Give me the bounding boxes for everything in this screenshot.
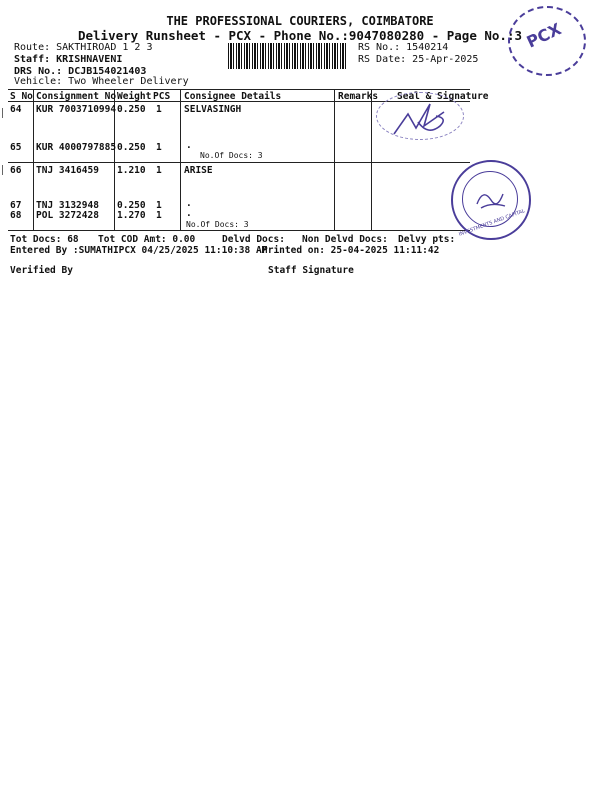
table-row-weight: 0.250: [117, 142, 146, 153]
col-remarks: Remarks: [338, 91, 379, 102]
table-row-consignee: ARISE: [184, 165, 213, 176]
entered-by: Entered By :SUMATHIPCX 04/25/2025 11:10:38 AM: [10, 245, 268, 256]
delivered-docs: Delvd Docs:: [222, 234, 285, 245]
col-divider: [371, 89, 372, 230]
row-group-divider: [8, 162, 470, 163]
col-seal: Seal & Signature: [397, 91, 489, 102]
company-seal: [451, 160, 531, 240]
seal-text: INVESTMENTS AND CAPITAL: [458, 208, 526, 238]
route-label: Route: SAKTHIROAD 1 2 3: [14, 42, 153, 53]
table-row-consignment: TNJ 3416459: [36, 165, 99, 176]
table-top-border: [8, 89, 470, 90]
docs-count-note: No.Of Docs: 3: [200, 151, 263, 160]
total-cod: Tot COD Amt: 0.00: [98, 234, 196, 245]
rs-date: RS Date: 25-Apr-2025: [358, 54, 479, 65]
verified-by-label: Verified By: [10, 265, 73, 276]
non-delivered-docs: Non Delvd Docs:: [302, 234, 388, 245]
seal-signature: [473, 184, 509, 214]
table-row-pcs: 1: [156, 165, 162, 176]
table-row-weight: 1.270: [117, 210, 146, 221]
table-row-sno: 67: [10, 200, 22, 211]
col-consignee: Consignee Details: [184, 91, 282, 102]
delivery-points: Delvy pts:: [398, 234, 456, 245]
margin-mark: [2, 165, 3, 175]
table-row-consignment: KUR 7003710994: [36, 104, 117, 115]
table-row-consignee: .: [186, 198, 192, 209]
pcx-corner-stamp: [508, 6, 586, 76]
col-pcs: PCS: [153, 91, 171, 102]
signature-scribble: [388, 96, 468, 142]
barcode: [228, 43, 348, 69]
table-row-consignment: KUR 4000797885: [36, 142, 117, 153]
table-row-weight: 0.250: [117, 200, 146, 211]
table-row-pcs: 1: [156, 104, 162, 115]
col-consignment: Consignment No: [36, 91, 117, 102]
staff-label: Staff: KRISHNAVENI: [14, 54, 123, 65]
runsheet-subtitle: Delivery Runsheet - PCX - Phone No.:9047080280 - Page No.:3: [77, 28, 522, 43]
table-row-consignee: .: [186, 208, 192, 219]
col-divider: [334, 89, 335, 230]
margin-mark: [2, 108, 3, 118]
table-row-consignment: POL 3272428: [36, 210, 99, 221]
pcx-stamp-text: PCX: [523, 19, 565, 52]
table-row-pcs: 1: [156, 200, 162, 211]
docs-count-note: No.Of Docs: 3: [186, 220, 249, 229]
table-row-weight: 0.250: [117, 104, 146, 115]
col-divider: [180, 89, 181, 230]
drs-label: DRS No.: DCJB154021403: [14, 66, 147, 77]
rs-number: RS No.: 1540214: [358, 42, 449, 53]
table-row-pcs: 1: [156, 142, 162, 153]
company-title: THE PROFESSIONAL COURIERS, COIMBATORE: [166, 14, 434, 28]
table-row-sno: 64: [10, 104, 22, 115]
table-row-weight: 1.210: [117, 165, 146, 176]
col-divider: [33, 89, 34, 230]
total-docs: Tot Docs: 68: [10, 234, 79, 245]
table-row-pcs: 1: [156, 210, 162, 221]
col-weight: Weight: [117, 91, 152, 102]
table-row-sno: 66: [10, 165, 22, 176]
table-row-consignment: TNJ 3132948: [36, 200, 99, 211]
table-row-sno: 65: [10, 142, 22, 153]
table-bottom-border: [8, 230, 470, 231]
printed-on: Printed on: 25-04-2025 11:11:42: [262, 245, 440, 256]
table-row-consignee: SELVASINGH: [184, 104, 242, 115]
staff-signature-label: Staff Signature: [268, 265, 354, 276]
vehicle-label: Vehicle: Two Wheeler Delivery: [14, 76, 189, 87]
col-sno: S No: [10, 91, 33, 102]
table-row-consignee: .: [186, 140, 192, 151]
table-row-sno: 68: [10, 210, 22, 221]
